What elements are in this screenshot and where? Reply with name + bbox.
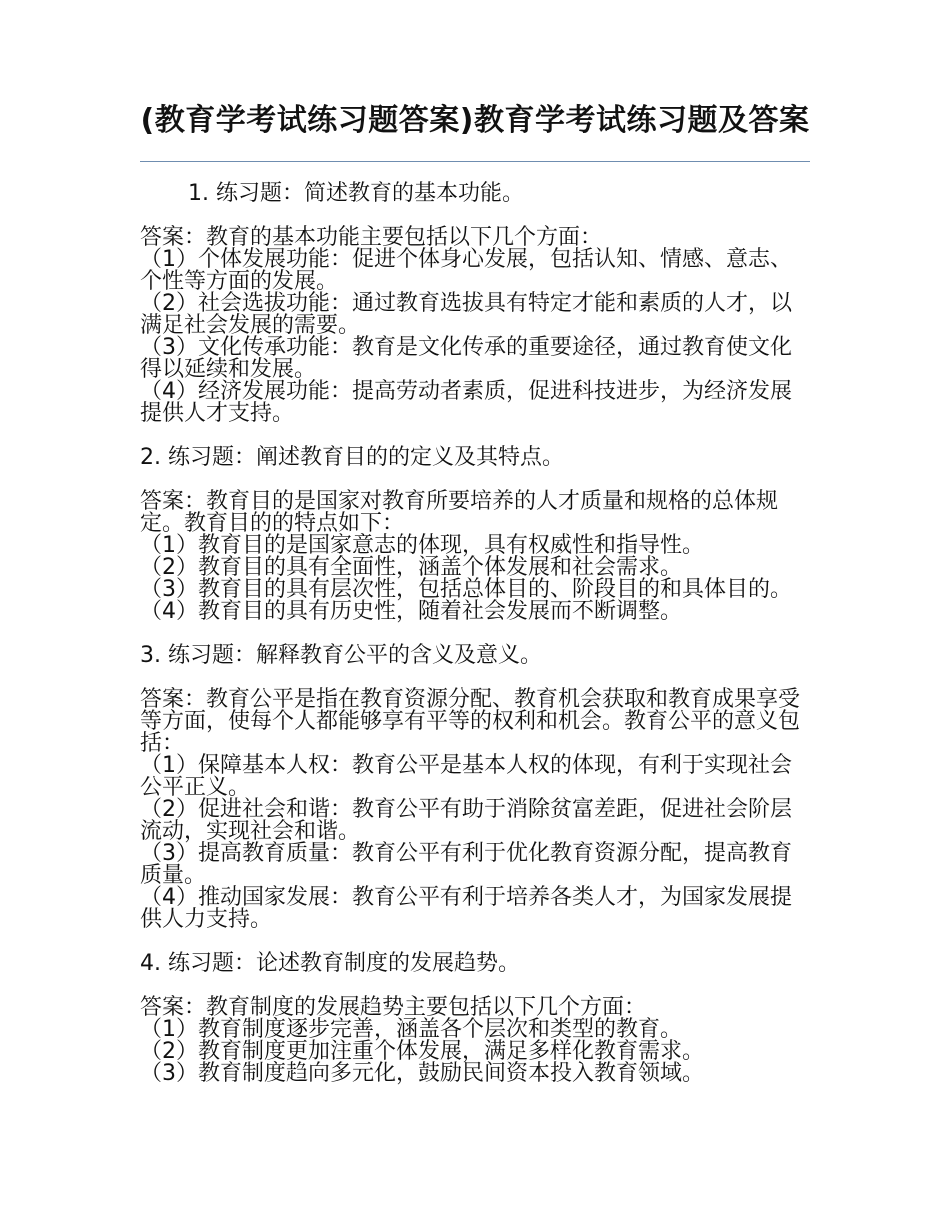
- answer-point: （3）文化传承功能：教育是文化传承的重要途径，通过教育使文化得以延续和发展。: [140, 335, 792, 382]
- answer-block: [140, 491, 810, 623]
- document-body: [140, 180, 810, 1104]
- answer-point: （4）教育目的具有历史性，随着社会发展而不断调整。: [140, 599, 682, 624]
- answer-point: （3）提高教育质量：教育公平有利于优化教育资源分配，提高教育质量。: [140, 841, 792, 888]
- answer-point: （1）教育制度逐步完善，涵盖各个层次和类型的教育。: [140, 1017, 682, 1042]
- answer-point: （2）促进社会和谐：教育公平有助于消除贫富差距，促进社会阶层流动，实现社会和谐。: [140, 797, 792, 844]
- page-title: (教育学考试练习题答案)教育学考试练习题及答案: [140, 103, 810, 138]
- answer-point: （2）教育制度更加注重个体发展，满足多样化教育需求。: [140, 1039, 704, 1064]
- question-text: 2. 练习题：阐述教育目的的定义及其特点。: [140, 445, 564, 470]
- answer-point: （3）教育制度趋向多元化，鼓励民间资本投入教育领域。: [140, 1061, 704, 1086]
- answer-intro: 答案：教育的基本功能主要包括以下几个方面：: [140, 225, 603, 250]
- answer-intro: 答案：教育制度的发展趋势主要包括以下几个方面：: [140, 995, 647, 1020]
- question-text: 4. 练习题：论述教育制度的发展趋势。: [140, 951, 520, 976]
- answer-intro: 答案：教育公平是指在教育资源分配、教育机会获取和教育成果享受等方面，使每个人都能够享有平等的权利和机会。教育公平的意义包括：: [140, 687, 801, 756]
- answer-block: [140, 997, 810, 1085]
- answer-block: [140, 689, 810, 931]
- answer-point: （4）推动国家发展：教育公平有利于培养各类人才，为国家发展提供人力支持。: [140, 885, 792, 932]
- question-text: 1. 练习题：简述教育的基本功能。: [188, 181, 524, 206]
- question-section-1: [140, 180, 810, 425]
- answer-intro: 答案：教育目的是国家对教育所要培养的人才质量和规格的总体规定。教育目的的特点如下：: [140, 489, 779, 536]
- answer-point: （2）教育目的具有全面性，涵盖个体发展和社会需求。: [140, 555, 682, 580]
- answer-point: （1）保障基本人权：教育公平是基本人权的体现，有利于实现社会公平正义。: [140, 753, 792, 800]
- title-divider: [140, 161, 810, 162]
- question-section-4: [140, 950, 810, 1085]
- answer-point: （2）社会选拔功能：通过教育选拔具有特定才能和素质的人才，以满足社会发展的需要。: [140, 291, 792, 338]
- answer-point: （1）教育目的是国家意志的体现，具有权威性和指导性。: [140, 533, 704, 558]
- answer-point: （1）个体发展功能：促进个体身心发展，包括认知、情感、意志、个性等方面的发展。: [140, 247, 792, 294]
- answer-point: （4）经济发展功能：提高劳动者素质，促进科技进步，为经济发展提供人才支持。: [140, 379, 792, 426]
- answer-point: （3）教育目的具有层次性，包括总体目的、阶段目的和具体目的。: [140, 577, 792, 602]
- answer-block: [140, 227, 810, 425]
- question-section-3: [140, 642, 810, 931]
- question-section-2: [140, 444, 810, 623]
- question-text: 3. 练习题：解释教育公平的含义及意义。: [140, 643, 542, 668]
